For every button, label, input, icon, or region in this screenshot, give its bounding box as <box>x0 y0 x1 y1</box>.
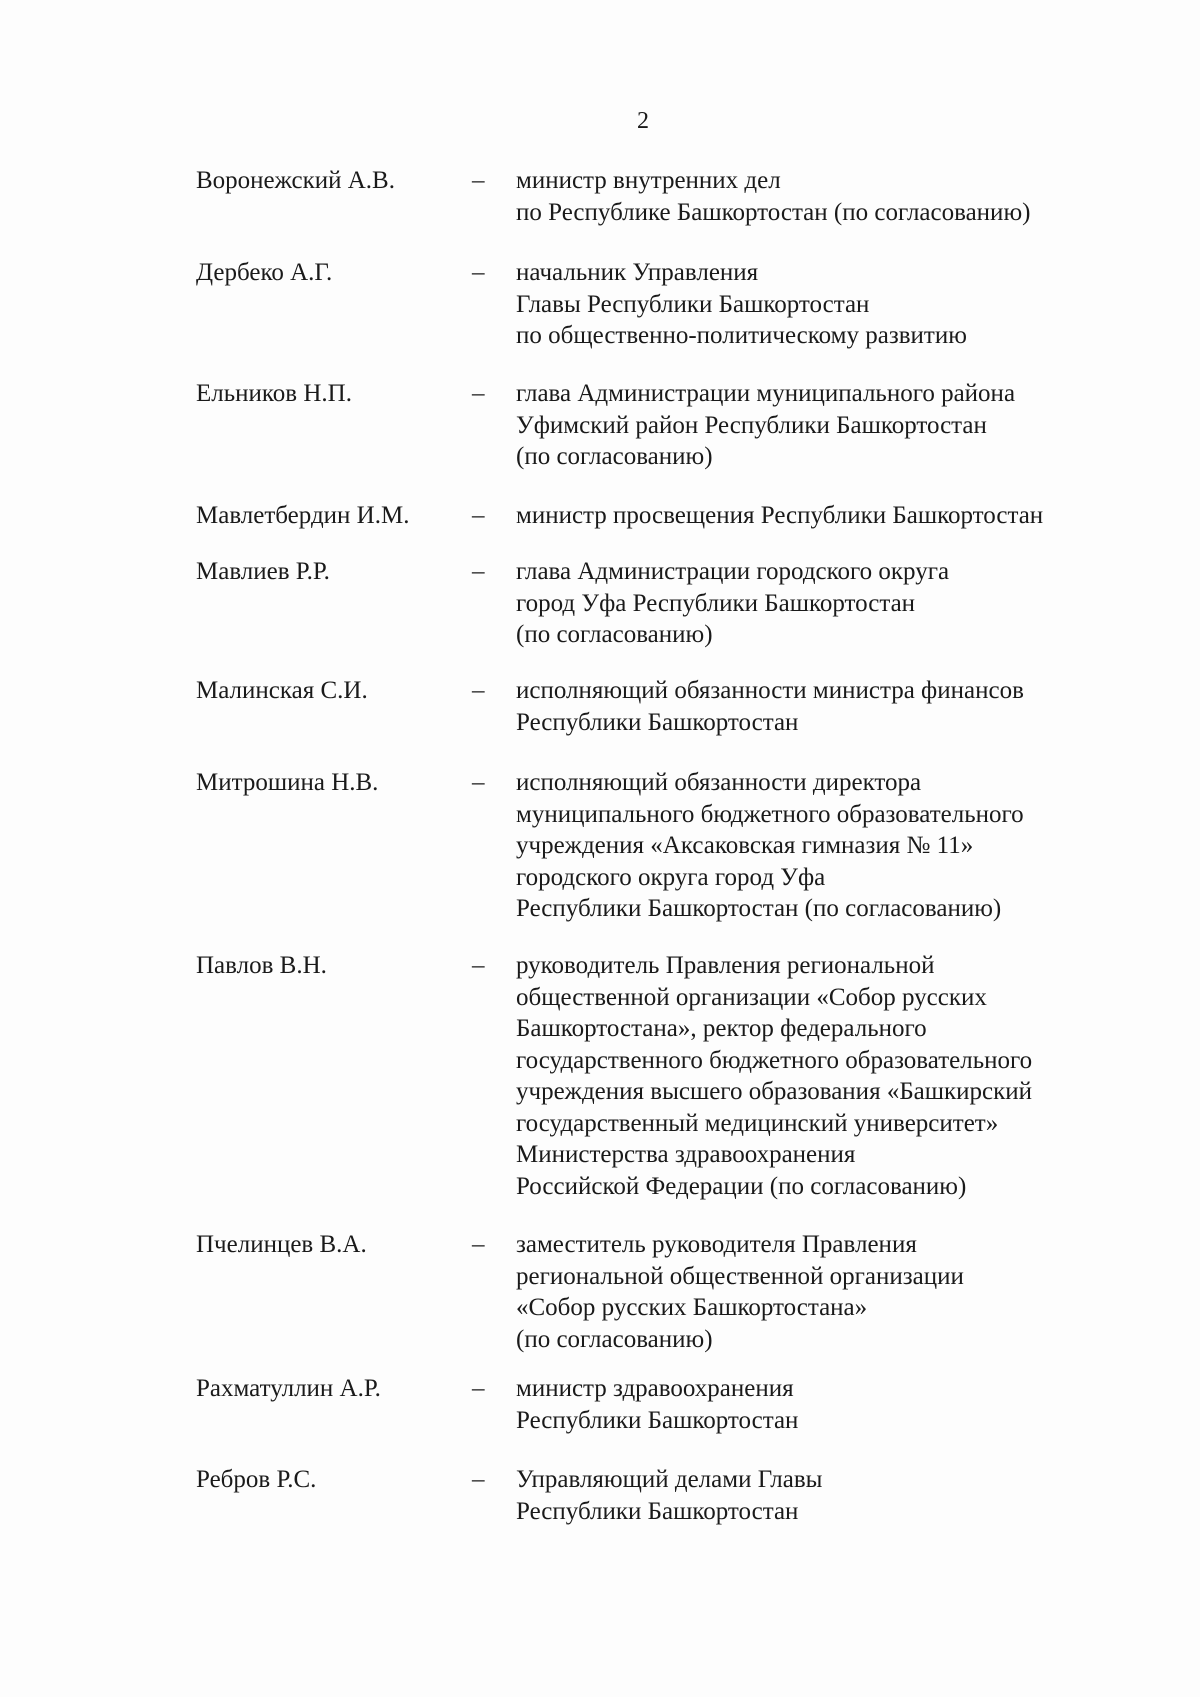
position-line: (по согласованию) <box>516 621 713 648</box>
member-name: Рахматуллин А.Р. <box>196 1375 381 1402</box>
position-line: учреждения «Аксаковская гимназия № 11» <box>516 832 974 859</box>
position-line: город Уфа Республики Башкортостан <box>516 589 916 617</box>
member-name: Митрошина Н.В. <box>196 769 379 796</box>
member-position <box>516 257 1116 352</box>
member-name: Ребров Р.С. <box>196 1466 317 1493</box>
member-position <box>516 500 1116 532</box>
member-name: Дербеко А.Г. <box>196 259 333 286</box>
member-position <box>516 675 1116 738</box>
member-position <box>516 378 1116 473</box>
position-line: Республики Башкортостан <box>516 708 799 736</box>
position-line: Башкортостана», ректор федерального <box>516 1015 927 1042</box>
position-line: региональной общественной организации <box>516 1262 964 1290</box>
position-line: общественной организации «Собор русских <box>516 983 987 1011</box>
dash-separator: – <box>472 558 485 585</box>
member-position <box>516 1229 1116 1355</box>
dash-separator: – <box>472 1375 485 1402</box>
position-line: министр здравоохранения <box>516 1375 794 1402</box>
member-position <box>516 767 1116 925</box>
position-line: по общественно-политическому развитию <box>516 322 967 349</box>
position-line: Уфимский район Республики Башкортостан <box>516 411 987 439</box>
member-name: Ельников Н.П. <box>196 380 352 407</box>
member-name: Малинская С.И. <box>196 677 368 704</box>
member-name: Павлов В.Н. <box>196 952 327 979</box>
position-line: (по согласованию) <box>516 443 713 470</box>
position-line: Республики Башкортостан <box>516 1497 799 1525</box>
dash-separator: – <box>472 769 485 796</box>
member-position <box>516 165 1116 228</box>
page-number: 2 <box>637 108 649 134</box>
position-line: глава Администрации городского округа <box>516 558 950 585</box>
position-line: министр просвещения Республики Башкортостан <box>516 502 1044 529</box>
position-line: «Собор русских Башкортостана» <box>516 1294 868 1321</box>
member-position <box>516 950 1116 1202</box>
position-line: Республики Башкортостан <box>516 1406 799 1434</box>
position-line: Главы Республики Башкортостан <box>516 290 870 318</box>
position-line: Российской Федерации (по согласованию) <box>516 1172 967 1200</box>
dash-separator: – <box>472 259 485 286</box>
dash-separator: – <box>472 677 485 704</box>
member-position <box>516 556 1116 651</box>
position-line: Республики Башкортостан (по согласованию) <box>516 895 1002 922</box>
position-line: глава Администрации муниципального района <box>516 380 1016 407</box>
position-line: государственный медицинский университет» <box>516 1109 999 1137</box>
position-line: руководитель Правления региональной <box>516 952 935 979</box>
position-line: начальник Управления <box>516 259 759 286</box>
dash-separator: – <box>472 502 485 529</box>
member-position <box>516 1373 1116 1436</box>
position-line: муниципального бюджетного образовательного <box>516 800 1024 828</box>
dash-separator: – <box>472 167 485 194</box>
position-line: Министерства здравоохранения <box>516 1141 856 1168</box>
position-line: (по согласованию) <box>516 1325 713 1353</box>
member-name: Воронежский А.В. <box>196 167 395 194</box>
position-line: исполняющий обязанности директора <box>516 769 922 796</box>
position-line: исполняющий обязанности министра финансов <box>516 677 1024 704</box>
member-name: Мавлетбердин И.М. <box>196 502 410 529</box>
member-position <box>516 1464 1116 1527</box>
member-name: Мавлиев Р.Р. <box>196 558 330 585</box>
position-line: учреждения высшего образования «Башкирский <box>516 1078 1033 1105</box>
dash-separator: – <box>472 952 485 979</box>
position-line: городского округа город Уфа <box>516 863 826 891</box>
member-name: Пчелинцев В.А. <box>196 1231 367 1258</box>
dash-separator: – <box>472 1231 485 1258</box>
dash-separator: – <box>472 1466 485 1493</box>
position-line: по Республике Башкортостан (по согласованию) <box>516 198 1031 226</box>
position-line: министр внутренних дел <box>516 167 781 194</box>
position-line: заместитель руководителя Правления <box>516 1231 917 1258</box>
position-line: государственного бюджетного образовательного <box>516 1046 1033 1074</box>
dash-separator: – <box>472 380 485 407</box>
position-line: Управляющий делами Главы <box>516 1466 823 1493</box>
